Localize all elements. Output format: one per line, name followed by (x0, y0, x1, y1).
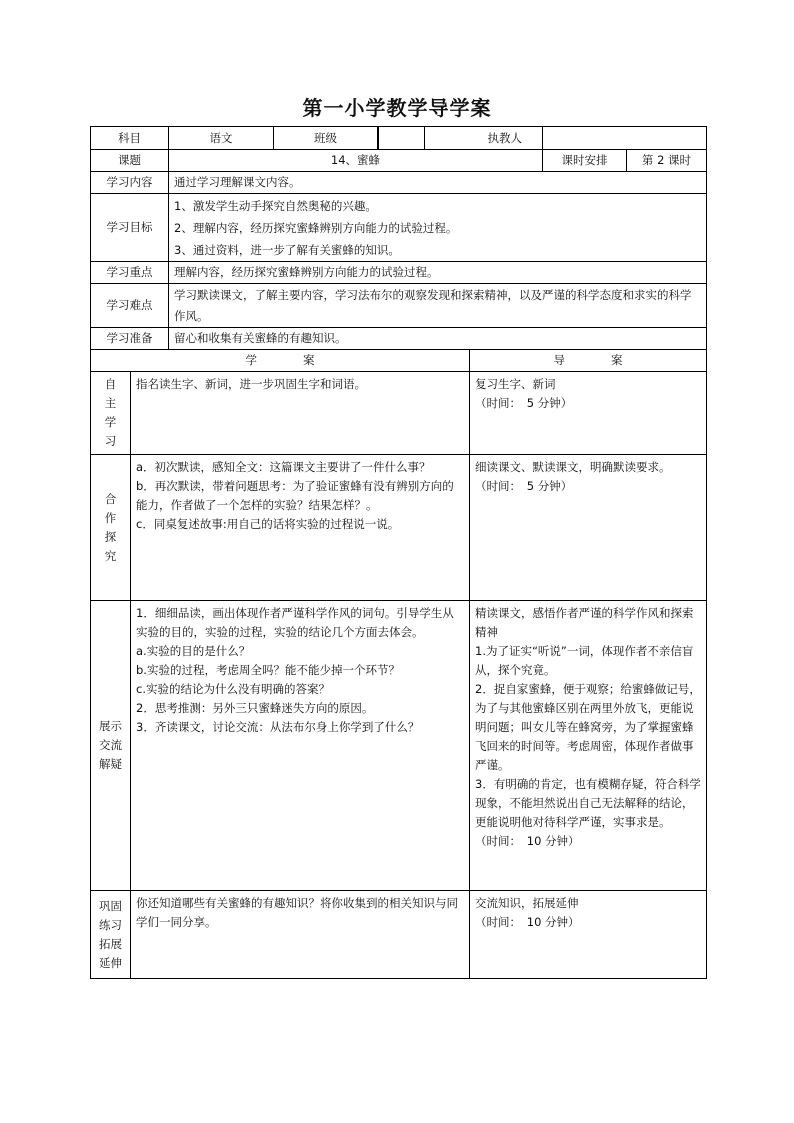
teacher-label: 执教人 (487, 130, 522, 145)
xue-an-text: 1．细细品读，画出体现作者严谨科学作风的词句。引导学生从实验的目的，实验的过程，实验的结论几个方面去体会。 a.实验的目的是什么？ b.实验的过程，考虑周全吗？能不能少掉一个环节？ c.实验的结论为什么没有明确的答案？ 2．思考推测：另外三只蜜蜂迷失方向的原因。 3．齐读课文，讨论交流：从法布尔身上你学到了什么？ (131, 601, 470, 891)
section-discussion (91, 601, 707, 891)
focus-value: 理解内容，经历探究蜜蜂辨别方向能力的试验过程。 (169, 262, 707, 284)
section-label: 自 主 学 习 (91, 372, 131, 455)
subject-label: 科目 (91, 127, 169, 150)
dao-an-text: 复习生字、新词 （时间： 5 分钟） (470, 372, 707, 455)
page-title: 第一小学教学导学案 (302, 96, 492, 120)
prep-label: 学习准备 (91, 328, 169, 350)
section-label: 合 作 探 究 (91, 455, 131, 601)
xue-an-text: 指名读生字、新词，进一步巩固生字和词语。 (131, 372, 470, 455)
subject-value: 语文 (169, 127, 274, 149)
goal-item: 2、理解内容，经历探究蜜蜂辨别方向能力的试验过程。 (174, 220, 458, 235)
schedule-value: 第 2 课时 (627, 150, 707, 172)
xue-an-header: 学 案 (91, 350, 470, 372)
teacher-value (543, 127, 707, 150)
prep-value: 留心和收集有关蜜蜂的有趣知识。 (169, 328, 707, 350)
section-extension (91, 891, 707, 979)
class-label: 班级 (274, 127, 378, 149)
goal-item: 1、激发学生动手探究自然奥秘的兴趣。 (174, 198, 377, 213)
dao-an-text: 交流知识，拓展延伸 （时间： 10 分钟） (470, 891, 707, 979)
content-label: 学习内容 (91, 172, 169, 194)
topic-value: 14、蜜蜂 (169, 150, 543, 172)
goal-item: 3、通过资料，进一步了解有关蜜蜂的知识。 (174, 242, 400, 257)
xue-an-text: a．初次默读，感知全文：这篇课文主要讲了一件什么事？ b．再次默读，带着问题思考：为了验证蜜蜂有没有辨别方向的能力，作者做了一个怎样的实验？结果怎样？。 c．同桌复述故事:用自己的话将实验的过程说一说。 (131, 455, 470, 601)
dao-an-text: 细读课文、默读课文，明确默读要求。 （时间： 5 分钟） (470, 455, 707, 601)
goals-list (169, 194, 707, 262)
goals-row (91, 194, 707, 262)
plan-header-row (91, 350, 707, 372)
topic-row (91, 150, 707, 172)
schedule-label: 课时安排 (543, 150, 627, 172)
goals-label: 学习目标 (91, 194, 169, 262)
xue-an-text: 你还知道哪些有关蜜蜂的有趣知识？将你收集到的相关知识与同学们一同分享。 (131, 891, 470, 979)
class-value (379, 127, 425, 149)
section-cooperation (91, 455, 707, 601)
section-label: 展示 交流 解疑 (91, 601, 131, 891)
section-label: 巩固 练习 拓展 延伸 (91, 891, 131, 979)
topic-label: 课题 (91, 150, 169, 172)
subject-class-cell (169, 127, 379, 150)
difficulty-label: 学习难点 (91, 284, 169, 328)
info-row (91, 127, 707, 150)
difficulty-value: 学习默读课文，了解主要内容，学习法布尔的观察发现和探索精神，以及严谨的科学态度和求实的科学作风。 (169, 284, 707, 328)
focus-label: 学习重点 (91, 262, 169, 284)
content-row (91, 172, 707, 194)
prep-row (91, 328, 707, 350)
lesson-plan-table (90, 126, 707, 979)
dao-an-header: 导 案 (470, 350, 707, 372)
section-self-study (91, 372, 707, 455)
class-teacher-cell (379, 127, 543, 150)
focus-row (91, 262, 707, 284)
difficulty-row (91, 284, 707, 328)
content-value: 通过学习理解课文内容。 (169, 172, 707, 194)
dao-an-text: 精读课文，感悟作者严谨的科学作风和探索精神 1.为了证实“听说”一词，体现作者不亲信盲从，探个究竟。 2．捉自家蜜蜂，便于观察；给蜜蜂做记号，为了与其他蜜蜂区别在两里外放飞，更能说明问题；叫女儿等在蜂窝旁，为了掌握蜜蜂飞回来的时间等。考虑周密，体现作者做事严谨。 3．有明确的肯定，也有模糊存疑，符合科学现象，不能坦然说出自己无法解释的结论，更能说明他对待科学严谨，实事求是。 （时间： 10 分钟） (470, 601, 707, 891)
